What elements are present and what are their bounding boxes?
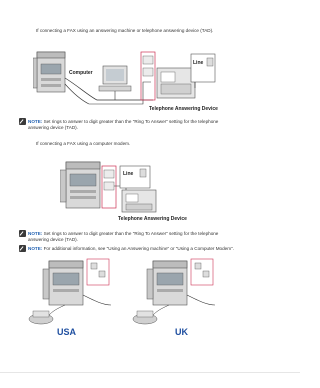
note-icon — [19, 230, 26, 237]
printer-illustration — [33, 52, 65, 92]
note-label: NOTE: — [28, 246, 43, 251]
figure-printer-modem-tad — [60, 156, 210, 222]
note-label: NOTE: — [28, 231, 43, 236]
tad-label: Telephone Answering Device — [118, 216, 187, 222]
printer-illustration-usa — [43, 261, 83, 305]
figure-usa-uk-connection — [25, 255, 235, 340]
computer-label: Computer — [69, 70, 93, 76]
note-additional-info — [28, 246, 234, 252]
note-text: Set rings to answer to digit greater than the "Ring To Answer" setting for the telephone — [42, 231, 219, 236]
line-label: Line — [193, 60, 204, 66]
section-heading-tad: If connecting a FAX using an answering machine or telephone answering device (TAD). — [36, 28, 214, 33]
note-icon — [19, 118, 26, 125]
telephone-illustration-uk — [133, 311, 157, 324]
note-label: NOTE: — [28, 119, 43, 124]
note-text: For additional information, see "Using an Answering machine" or "Using a Computer Modem". — [42, 246, 234, 251]
region-label-usa: USA — [57, 327, 77, 337]
figure-printer-computer-tad — [33, 38, 218, 114]
note-text: Set rings to answer to digit greater than the "Ring To Answer" setting for the telephone — [42, 119, 219, 124]
note-icon — [19, 245, 26, 252]
printer-illustration-uk — [147, 261, 187, 305]
section-heading-modem: If connecting a FAX using a computer modem. — [36, 141, 131, 146]
note-modem-line2: answering device (TAD). — [28, 237, 78, 242]
note-tad-line2: answering device (TAD). — [28, 125, 78, 130]
printer-illustration — [60, 162, 100, 208]
computer-illustration — [99, 66, 131, 91]
telephone-answering-device-illustration — [157, 68, 195, 98]
tad-label: Telephone Answering Device — [149, 106, 218, 112]
line-label: Line — [123, 171, 134, 177]
telephone-illustration-usa — [29, 311, 53, 324]
page-divider — [0, 372, 300, 373]
region-label-uk: UK — [175, 327, 188, 337]
telephone-answering-device-illustration — [122, 190, 156, 212]
